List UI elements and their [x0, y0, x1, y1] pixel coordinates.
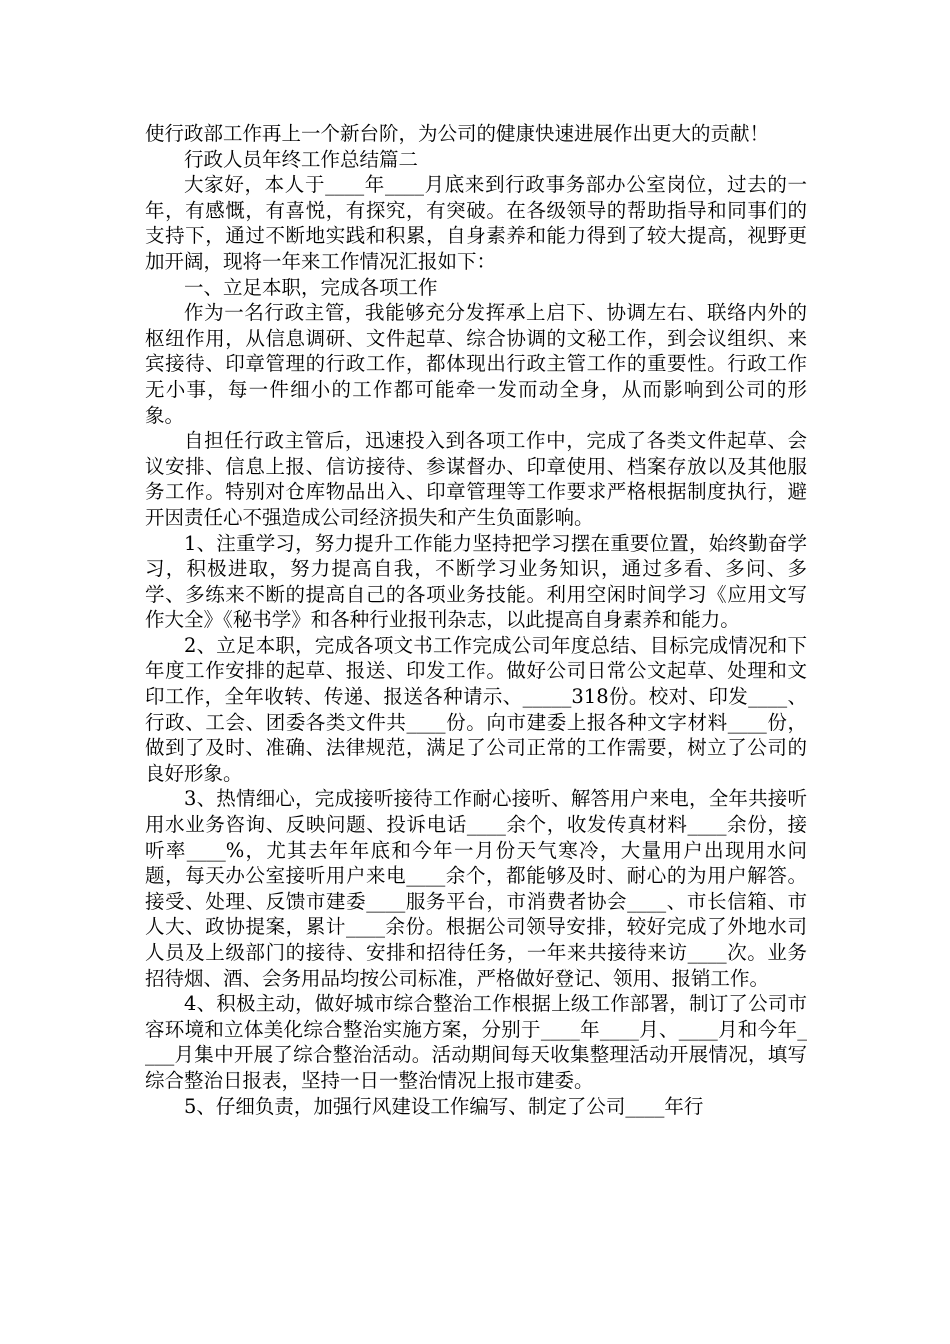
paragraph-item-1: 1、注重学习，努力提升工作能力坚持把学习摆在重要位置，始终勤奋学习，积极进取，努力提高自我，不断学习业务知识，通过多看、多问、多学、多练来不断的提高自己的各项业务技能。利用空闲时间学习《应用文写作大全》《秘书学》和各种行业报刊杂志，以此提高自身素养和能力。	[145, 531, 807, 632]
paragraph-intro: 大家好，本人于____年____月底来到行政事务部办公室岗位，过去的一年，有感慨，有喜悦，有探究，有突破。在各级领导的帮助指导和同事们的支持下，通过不断地实践和积累，自身素养和能力得到了较大提高，视野更加开阔，现将一年来工作情况汇报如下：	[145, 173, 807, 273]
paragraph-role: 作为一名行政主管，我能够充分发挥承上启下、协调左右、联络内外的枢纽作用，从信息调研、文件起草、综合协调的文秘工作，到会议组织、来宾接待、印章管理的行政工作，都体现出行政主管工作的重要性。行政工作无小事，每一件细小的工作都可能牵一发而动全身，从而影响到公司的形象。	[145, 301, 807, 427]
paragraph-closing: 使行政部工作再上一个新台阶，为公司的健康快速进展作出更大的贡献！	[145, 122, 770, 145]
section-heading-one: 一、立足本职，完成各项工作	[184, 275, 438, 299]
paragraph-item-4: 4、积极主动，做好城市综合整治工作根据上级工作部署，制订了公司市容环境和立体美化综合整治实施方案，分别于____年____月、____月和今年____月集中开展了综合整治活动。活动期间每天收集整理活动开展情况，填写综合整治日报表，坚持一日一整治情况上报市建委。	[145, 992, 807, 1092]
document-page	[145, 121, 807, 1119]
paragraph-item-3: 3、热情细心，完成接听接待工作耐心接听、解答用户来电，全年共接听用水业务咨询、反映问题、投诉电话____余个，收发传真材料____余份，接听率____%，尤其去年年底和今年一月份天气寒冷，大量用户出现用水问题，每天办公室接听用户来电____余个，都能够及时、耐心的为用户解答。接受、处理、反馈市建委____服务平台，市消费者协会____、市长信箱、市人大、政协提案，累计____余份。根据公司领导安排，较好完成了外地水司人员及上级部门的接待、安排和招待任务，一年来共接待来访____次。业务招待烟、酒、会务用品均按公司标准，严格做好登记、领用、报销工作。	[145, 787, 807, 990]
paragraph-item-5: 5、仔细负责，加强行风建设工作编写、制定了公司____年行	[184, 1094, 704, 1118]
paragraph-item-2: 2、立足本职，完成各项文书工作完成公司年度总结、目标完成情况和下年度工作安排的起草、报送、印发工作。做好公司日常公文起草、处理和文印工作，全年收转、传递、报送各种请示、_____318份。校对、印发____、行政、工会、团委各类文件共____份。向市建委上报各种文字材料____份，做到了及时、准确、法律规范，满足了公司正常的工作需要，树立了公司的良好形象。	[145, 633, 807, 785]
paragraph-duties: 自担任行政主管后，迅速投入到各项工作中，完成了各类文件起草、会议安排、信息上报、信访接待、参谋督办、印章使用、档案存放以及其他服务工作。特别对仓库物品出入、印章管理等工作要求严格根据制度执行，避开因责任心不强造成公司经济损失和产生负面影响。	[145, 429, 807, 529]
article-title: 行政人员年终工作总结篇二	[184, 147, 419, 171]
